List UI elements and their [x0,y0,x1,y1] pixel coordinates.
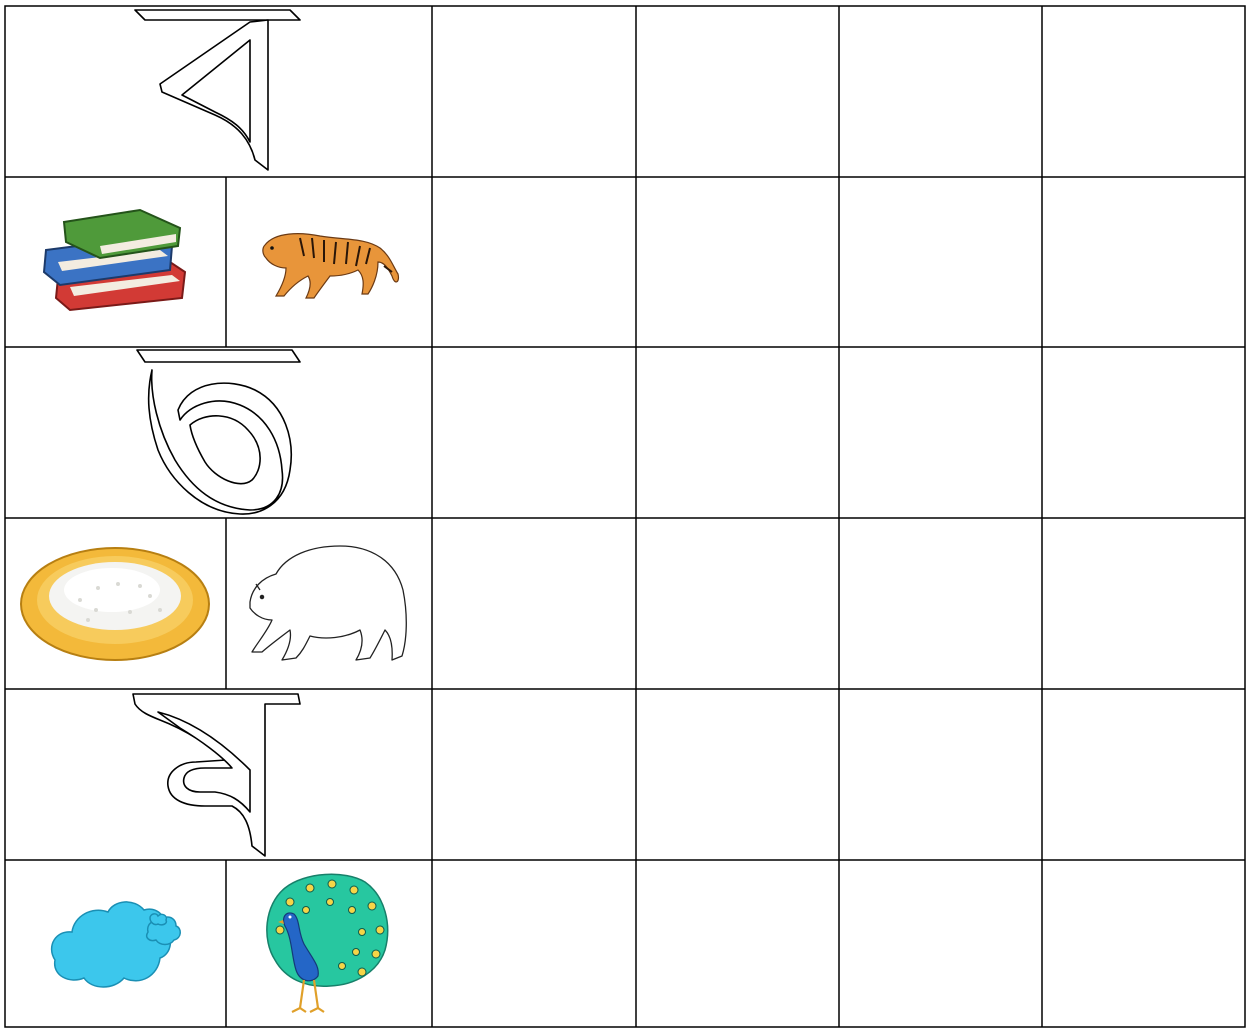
books-icon [44,210,185,310]
letter-ba-outline [135,10,300,170]
bear-icon [250,546,406,660]
letter-bha-outline [137,350,300,514]
rice-plate-icon [21,548,209,660]
letter-ma-outline [133,694,300,856]
cloud-icon [52,902,181,987]
tiger-icon [263,234,399,298]
worksheet-grid [5,6,1245,1027]
peacock-icon [267,874,388,1012]
